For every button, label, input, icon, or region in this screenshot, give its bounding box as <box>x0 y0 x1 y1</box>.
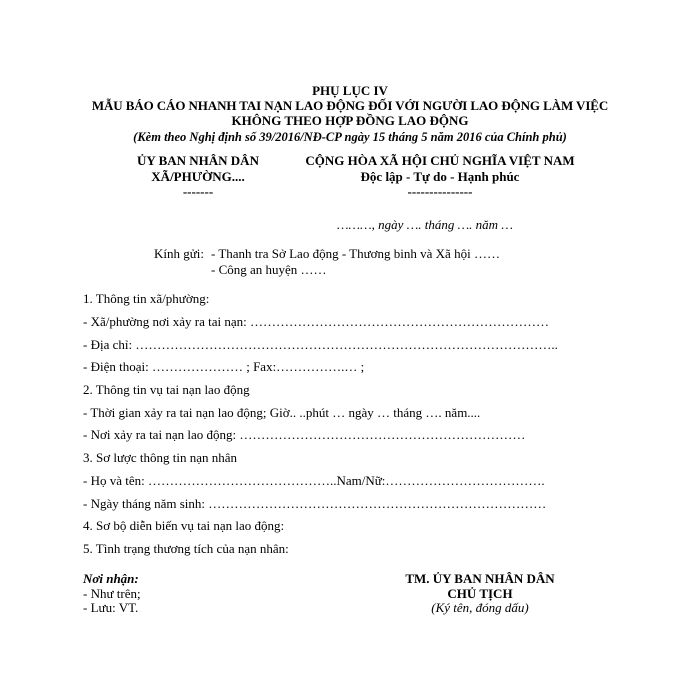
field-phone-fax: - Điện thoại: ………………… ; Fax:…………….… ; <box>83 359 365 374</box>
appendix-title: PHỤ LỤC IV <box>312 83 388 98</box>
issuing-org-name: ỦY BAN NHÂN DÂN <box>137 153 259 168</box>
field-accident-place: - Nơi xảy ra tai nạn lao động: ………………………………………………………… <box>83 427 526 442</box>
field-victim-name-gender: - Họ và tên: ……………………………………..Nam/Nữ:………………………………. <box>83 473 545 488</box>
section-accident-info: 2. Thông tin vụ tai nạn lao động <box>83 382 250 397</box>
distribution-item: - Lưu: VT. <box>83 600 139 615</box>
field-ward-location: - Xã/phường nơi xảy ra tai nạn: …………………………………………………………… <box>83 314 550 329</box>
signatory-title: CHỦ TỊCH <box>447 586 513 601</box>
field-victim-birthdate: - Ngày tháng năm sinh: …………………………………………………………………… <box>83 496 547 511</box>
form-title-line2: KHÔNG THEO HỢP ĐỒNG LAO ĐỘNG <box>231 113 469 128</box>
recipient-label: Kính gửi: <box>154 246 205 261</box>
distribution-label: Nơi nhận: <box>83 571 139 586</box>
section-accident-description: 4. Sơ bộ diễn biến vụ tai nạn lao động: <box>83 518 285 533</box>
recipient-item: - Công an huyện …… <box>211 262 327 277</box>
distribution-item: - Như trên; <box>83 586 141 601</box>
recipient-item: - Thanh tra Sở Lao động - Thương binh và Xã hội …… <box>211 246 500 261</box>
section-ward-info: 1. Thông tin xã/phường: <box>83 291 210 306</box>
national-title: CỘNG HÒA XÃ HỘI CHỦ NGHĨA VIỆT NAM <box>305 153 575 168</box>
field-address: - Địa chỉ: …………………………………………………………………………………….. <box>83 337 558 352</box>
issuing-org-divider: ------- <box>182 184 214 199</box>
date-line: ………, ngày …. tháng …. năm … <box>337 217 513 232</box>
decree-reference: (Kèm theo Nghị định số 39/2016/NĐ-CP ngày 15 tháng 5 năm 2016 của Chính phủ) <box>133 130 567 144</box>
section-injury-status: 5. Tình trạng thương tích của nạn nhân: <box>83 541 289 556</box>
national-divider: --------------- <box>407 184 473 199</box>
field-accident-time: - Thời gian xảy ra tai nạn lao động; Giờ.. ..phút … ngày … tháng …. năm.... <box>83 405 481 420</box>
form-title-line1: MẪU BÁO CÁO NHANH TAI NẠN LAO ĐỘNG ĐỐI VỚI NGƯỜI LAO ĐỘNG LÀM VIỆC <box>91 98 609 113</box>
signature-instruction: (Ký tên, đóng dấu) <box>431 600 529 615</box>
signatory-org: TM. ỦY BAN NHÂN DÂN <box>405 571 555 586</box>
section-victim-info: 3. Sơ lược thông tin nạn nhân <box>83 450 238 465</box>
national-motto: Độc lập - Tự do - Hạnh phúc <box>360 169 520 184</box>
issuing-org-ward: XÃ/PHƯỜNG.... <box>151 169 245 184</box>
